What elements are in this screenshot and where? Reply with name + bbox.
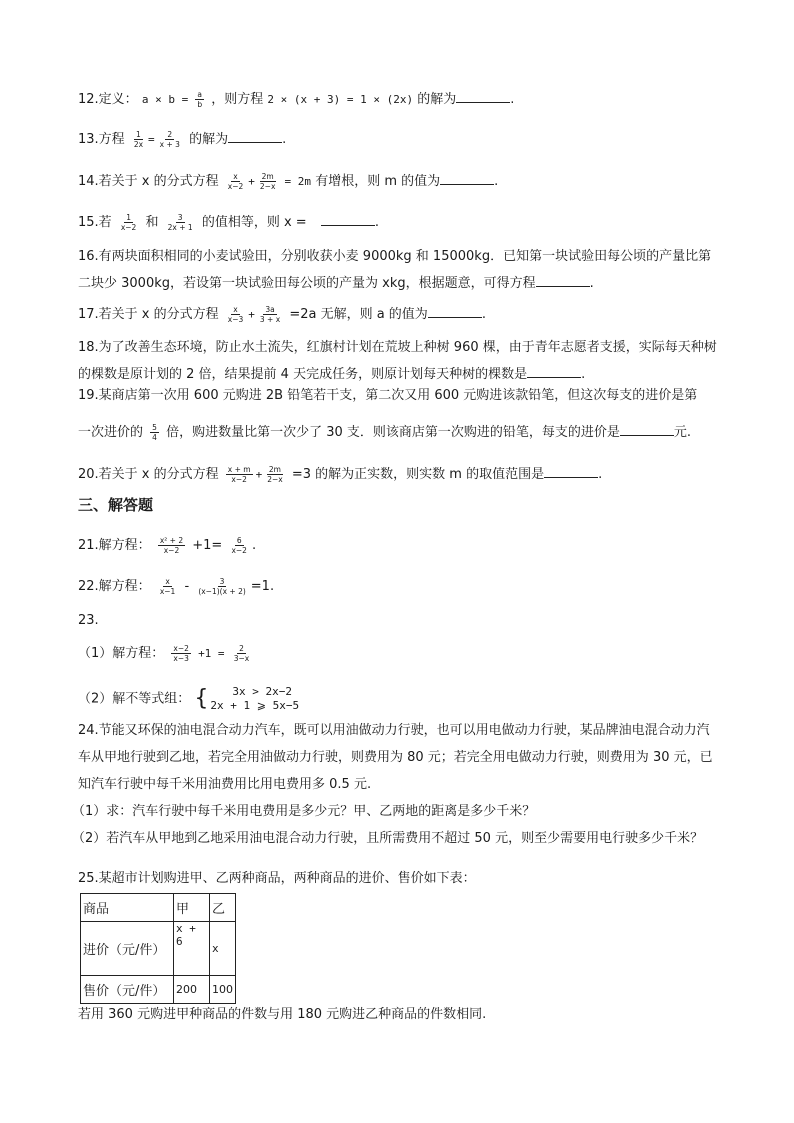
q17-end: . [481,307,486,322]
inequality-system [194,685,299,713]
q22-f2-denominator: (x−1)(x + 2) [198,587,246,596]
q22-f2-numerator: 3 [219,577,225,586]
q23-f2-denominator: 3−x [233,654,250,663]
answer-blank[interactable] [527,363,581,378]
table-cell: x + 6 [174,922,210,976]
q15-f1-denominator: x−2 [120,223,137,232]
price-table [80,893,236,1004]
q19-suffix: 倍，购进数量比第一次少了 30 支．则该商店第一次购进的铅笔，每支的进价是 [166,425,620,440]
q12-equation: 2 × (x + 3) = 1 × (2x) [267,93,414,106]
q13-f1-denominator: 2x [133,140,144,149]
q12-fraction-numerator: a [197,90,203,99]
q17-prefix: 17.若关于 x 的分式方程 [78,307,219,322]
q14-fraction-2 [258,172,278,191]
question-14 [78,170,498,192]
q21-prefix: 21.解方程： [78,538,151,553]
q14-prefix: 14.若关于 x 的分式方程 [78,174,219,189]
q12-fraction [195,90,204,109]
q17-fraction-1 [226,305,246,324]
q17-f2-denominator: 3 + x [259,315,281,324]
question-17 [78,303,486,325]
q13-end: . [282,132,287,147]
q21-f1-numerator: x² + 2 [159,536,184,545]
answer-blank[interactable] [428,303,482,318]
q16-text: 16.有两块面积相同的小麦试验田，分别收获小麦 9000kg 和 15000kg．已知第一块试验田每公顷的产量比第二块少 3000kg，若设第一块试验田每公顷的产量为 xkg，根据题意，可得方程 [78,249,712,291]
q22-minus: - [184,579,190,594]
q14-f2-denominator: 2−x [259,182,276,191]
q22-prefix: 22.解方程： [78,579,151,594]
question-15 [78,211,379,233]
q15-prefix: 15.若 [78,215,112,230]
q18-end: . [581,367,586,382]
q14-rhs: = 2m [284,175,312,188]
q21-fraction-2 [229,536,249,555]
table-cell: 进价（元/件） [81,922,174,976]
q22-fraction-2 [196,577,247,596]
question-21 [78,536,256,556]
answer-blank[interactable] [440,170,494,185]
answer-blank[interactable] [544,463,598,478]
table-cell: 200 [174,976,210,1004]
q17-f1-denominator: x−3 [227,315,244,324]
q12-suffix: 的解为 [417,92,457,107]
table-header-cell: 商品 [81,894,174,922]
q14-suffix: 有增根，则 m 的值为 [315,174,441,189]
q15-f1-numerator: 1 [126,213,131,222]
q22-f1-denominator: x−1 [159,587,176,596]
q12-prefix: 12.定义： [78,92,138,107]
q19-f-numerator: 5 [152,423,157,432]
q17-plus: + [248,308,255,321]
q16-end: . [589,276,594,291]
section-heading: 三、解答题 [78,496,154,514]
q15-fraction-1 [119,213,139,232]
q23-fraction-1 [171,644,191,663]
q17-f1-numerator: x [233,305,238,314]
q12-middle: ，则方程 [211,92,264,107]
q20-f2-numerator: 2m [268,465,281,474]
q20-f1-numerator: x + m [227,465,251,474]
inequality-1: 3x > 2x−2 [232,685,293,698]
question-24 [72,717,720,852]
question-20 [78,463,602,485]
q20-prefix: 20.若关于 x 的分式方程 [78,467,219,482]
question-19-line-2 [78,421,691,443]
q21-f2-numerator: 6 [236,536,242,545]
q19-f-denominator: 4 [152,433,157,442]
q20-fraction-2 [265,465,285,484]
q15-f2-numerator: 3 [177,213,183,222]
question-13 [78,128,286,150]
question-22 [78,577,274,597]
q13-fraction-right [158,130,182,149]
q15-f2-denominator: 2x + 1 [167,223,193,232]
q21-end: . [251,538,257,553]
q18-text: 18.为了改善生态环境，防止水土流失，红旗村计划在荒坡上种树 960 棵，由于青年志愿者支援，实际每天种树的棵数是原计划的 2 倍，结果提前 4 天完成任务，则原计划每天种树的棵数是 [78,340,717,382]
q13-f2-numerator: 2 [167,130,173,139]
q14-end: . [494,174,499,189]
answer-blank[interactable] [228,128,282,143]
q17-f2-numerator: 3a [265,305,275,314]
q17-suffix: =2a 无解，则 a 的值为 [289,307,428,322]
q12-definition: a × b = [141,93,189,106]
answer-blank[interactable] [620,421,674,436]
question-23-label: 23. [78,613,99,628]
q23-f1-numerator: x−2 [173,644,189,653]
q23-part-2-label: （2）解不等式组： [78,691,191,707]
q20-end: . [598,467,603,482]
q20-f2-denominator: 2−x [267,475,283,484]
q13-f1-numerator: 1 [136,130,141,139]
q23-middle: +1 = [198,647,225,660]
q15-fraction-2 [166,213,195,232]
q13-f2-denominator: x + 3 [159,140,180,149]
q14-f1-denominator: x−2 [227,182,244,191]
question-18 [78,334,718,388]
q23-fraction-2 [232,644,252,663]
q24-sub-1: （1）求：汽车行驶中每千米用电费用是多少元？甲、乙两地的距离是多少千米？ [72,804,536,819]
q24-text: 24.节能又环保的油电混合动力汽车，既可以用油做动力行驶，也可以用电做动力行驶，某品牌油电混合动力汽车从甲地行驶到乙地，若完全用油做动力行驶，则费用为 80 元；若完全用电做动力行驶，则费用为 30 元，已知汽车行驶中每千米用油费用比用电费用多 0.5 元. [78,723,713,792]
table-cell: x [210,922,236,976]
brace-icon: { [194,686,209,711]
q22-f1-numerator: x [165,577,170,586]
q15-end: . [374,215,379,230]
q15-suffix: 的值相等，则 x = [201,215,307,230]
answer-blank[interactable] [456,88,510,103]
q20-suffix: =3 的解为正实数，则实数 m 的取值范围是 [291,467,545,482]
q20-fraction-1 [226,465,253,484]
question-16 [78,243,718,297]
q19-end: 元. [673,425,692,440]
q14-plus: + [248,175,255,188]
table-header-row [81,894,236,922]
q13-equals: = [148,133,155,146]
table-cell: 100 [210,976,236,1004]
table-cell: 售价（元/件） [81,976,174,1004]
question-23-part-1 [78,644,254,664]
q15-and: 和 [145,215,159,230]
q21-f2-denominator: x−2 [231,546,247,555]
q19-prefix: 一次进价的 [78,425,144,440]
q13-fraction-left [132,130,145,149]
q13-prefix: 13.方程 [78,132,125,147]
q17-fraction-2 [258,305,282,324]
q23-f2-numerator: 2 [239,644,244,653]
q19-text-line-1: 19.某商店第一次用 600 元购进 2B 铅笔若干支，第二次又用 600 元购进该款铅笔，但这次每支的进价是第 [78,388,698,403]
q22-suffix: =1. [250,579,275,594]
q13-suffix: 的解为 [189,132,229,147]
q14-fraction-1 [226,172,246,191]
q24-sub-2: （2）若汽车从甲地到乙地采用油电混合动力行驶，且所需费用不超过 50 元，则至少需要用电行驶多少千米？ [72,831,704,846]
q20-plus: + [255,468,263,481]
inequality-2: 2x + 1 ⩾ 5x−5 [210,699,300,712]
question-12 [78,88,514,110]
table-row [81,922,236,976]
q20-f1-denominator: x−2 [231,475,247,484]
q12-end: . [510,92,515,107]
answer-blank[interactable] [321,211,375,226]
q21-middle: +1= [192,538,223,553]
question-25-intro: 25.某超市计划购进甲、乙两种商品，两种商品的进价、售价如下表： [78,871,476,886]
question-19-line-1 [78,386,697,406]
q21-fraction-1 [158,536,185,555]
q23-f1-denominator: x−3 [173,654,189,663]
table-row [81,976,236,1004]
q14-f2-numerator: 2m [261,172,274,181]
q22-fraction-1 [158,577,178,596]
q21-f1-denominator: x−2 [163,546,180,555]
table-header-cell: 乙 [210,894,236,922]
q19-fraction [150,423,159,442]
answer-blank[interactable] [536,272,590,287]
table-header-cell: 甲 [174,894,210,922]
q23-part-1-label: （1）解方程： [78,646,165,661]
q14-f1-numerator: x [233,172,238,181]
question-23-part-2 [78,685,299,713]
q12-fraction-denominator: b [197,100,203,109]
question-25-after: 若用 360 元购进甲种商品的件数与用 180 元购进乙种商品的件数相同. [78,1007,487,1022]
